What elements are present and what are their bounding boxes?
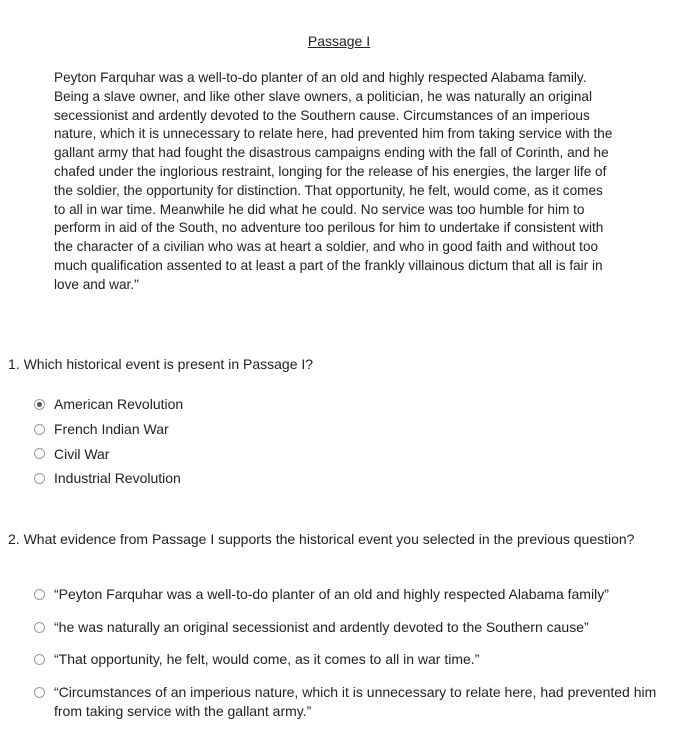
radio-unselected-icon[interactable] bbox=[34, 448, 45, 459]
option-label: “Peyton Farquhar was a well-to-do planter of an old and highly respected Alabama family” bbox=[54, 586, 609, 602]
option-label: “he was naturally an original secessionist and ardently devoted to the Southern cause” bbox=[54, 618, 589, 635]
radio-unselected-icon[interactable] bbox=[34, 424, 45, 435]
question-1-options bbox=[34, 392, 183, 491]
option-label: French Indian War bbox=[54, 421, 169, 438]
radio-unselected-icon[interactable] bbox=[34, 589, 45, 600]
radio-selected-icon[interactable] bbox=[34, 399, 45, 410]
question-2-option-2[interactable] bbox=[34, 618, 664, 637]
option-label: “That opportunity, he felt, would come, as it comes to all in war time.” bbox=[54, 651, 480, 667]
question-1-prompt: 1. Which historical event is present in Passage I? bbox=[8, 356, 314, 372]
question-2-options bbox=[34, 585, 664, 734]
passage-text: Peyton Farquhar was a well-to-do planter of an old and highly respected Alabama family. Being a slave owner, and like other slave owners, a politician, he was naturally an original secessionist and ardently devoted to the Southern cause. Circumstances of an imperious nature, which it is unnecessary to relate here, had prevented him from taking service with the gallant army that had fought the disastrous campaigns ending with the fall of Corinth, and he chafed under the inglorious restraint, longing for the release of his energies, the larger life of the soldier, the opportunity for distinction. That opportunity, he felt, would come, as it comes to all in war time. Meanwhile he did what he could. No service was too humble for him to perform in aid of the South, no adventure too perilous for him to undertake if consistent with the character of a civilian who was at heart a soldier, and who in good faith and without too much qualification assented to at least a part of the frankly villainous dictum that all is fair in love and war." bbox=[54, 70, 613, 292]
question-2-option-1[interactable] bbox=[34, 585, 664, 604]
option-label: “Circumstances of an imperious nature, which it is unnecessary to relate here, had prevented him from taking service with the gallant army.” bbox=[54, 683, 657, 719]
question-2-option-3[interactable] bbox=[34, 650, 664, 669]
option-label: Civil War bbox=[54, 445, 110, 462]
radio-unselected-icon[interactable] bbox=[34, 654, 45, 665]
question-1-option-american-revolution[interactable] bbox=[34, 392, 183, 417]
question-2-prompt: 2. What evidence from Passage I supports the historical event you selected in the previous question? bbox=[8, 531, 635, 547]
passage-title: Passage I bbox=[307, 33, 371, 49]
radio-unselected-icon[interactable] bbox=[34, 622, 45, 633]
question-1-option-french-indian-war[interactable] bbox=[34, 417, 183, 442]
question-1-option-industrial-revolution[interactable] bbox=[34, 466, 183, 491]
radio-unselected-icon[interactable] bbox=[34, 473, 45, 484]
question-1-option-civil-war[interactable] bbox=[34, 441, 183, 466]
option-label: American Revolution bbox=[54, 396, 184, 413]
option-label: Industrial Revolution bbox=[54, 470, 181, 487]
question-2-option-4[interactable] bbox=[34, 683, 664, 721]
radio-unselected-icon[interactable] bbox=[34, 687, 45, 698]
